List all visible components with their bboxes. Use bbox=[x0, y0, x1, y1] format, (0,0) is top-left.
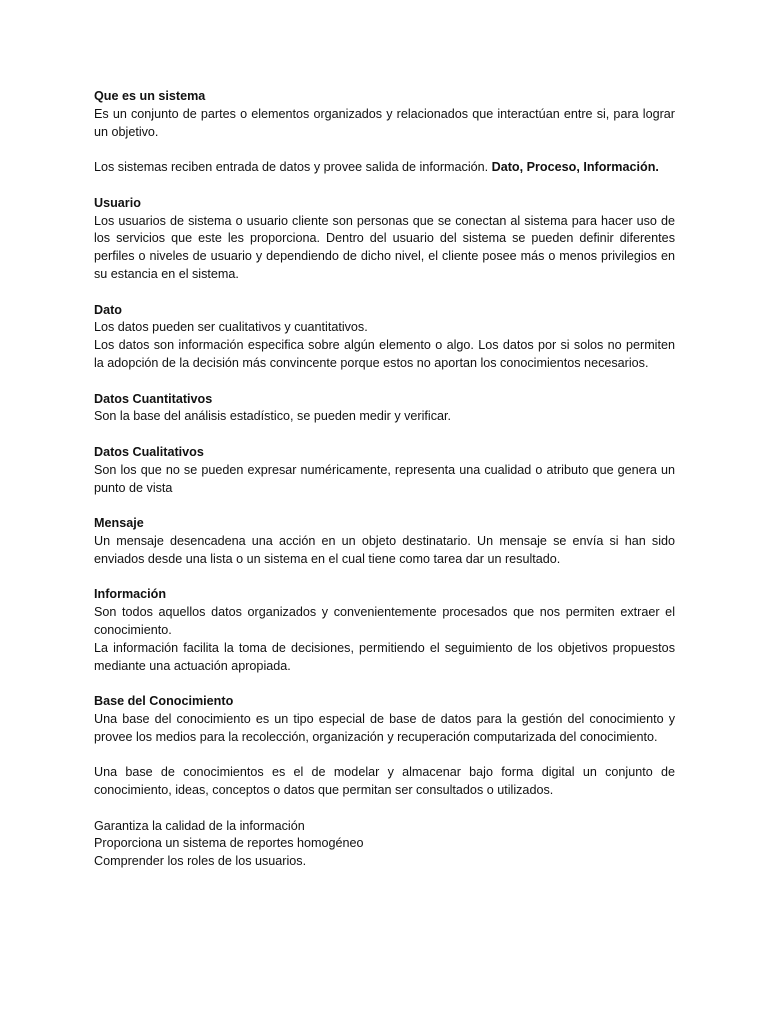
heading-dato: Dato bbox=[94, 302, 122, 317]
paragraph-informacion-1: Son todos aquellos datos organizados y convenientemente procesados que nos permiten extraer el conocimiento. bbox=[94, 605, 675, 637]
document-page bbox=[94, 88, 675, 889]
paragraph-base-conocimientos-2: Una base de conocimientos es el de modelar y almacenar bajo forma digital un conjunto de conocimiento, ideas, conceptos o datos que permitan ser consultados o utilizados. bbox=[94, 765, 675, 798]
paragraph-dato-1: Los datos pueden ser cualitativos y cuantitativos. bbox=[94, 320, 368, 335]
list-item: Proporciona un sistema de reportes homogéneo bbox=[94, 836, 364, 851]
heading-informacion: Información bbox=[94, 587, 167, 602]
section-usuario bbox=[94, 195, 675, 284]
paragraph-sistema: Es un conjunto de partes o elementos organizados y relacionados que interactúan entre si, para lograr un objetivo. bbox=[94, 106, 675, 139]
heading-sistema: Que es un sistema bbox=[94, 89, 206, 103]
section-lista bbox=[94, 818, 675, 871]
list-item: Garantiza la calidad de la información bbox=[94, 818, 305, 833]
paragraph-informacion-2: La información facilita la toma de decisiones, permitiendo el seguimiento de los objetivos propuestos mediante una actuación apropiada. bbox=[94, 640, 675, 673]
heading-cuantitativos: Datos Cuantitativos bbox=[94, 391, 213, 406]
heading-cualitativos: Datos Cualitativos bbox=[94, 444, 204, 459]
paragraph-entrada bbox=[94, 159, 675, 177]
paragraph-base-conocimiento: Una base del conocimiento es un tipo especial de base de datos para la gestión del conocimiento y provee los medios para la recolección, organización y recuperación computarizada del conocimiento. bbox=[94, 711, 675, 744]
section-entrada bbox=[94, 159, 675, 177]
paragraph-usuario: Los usuarios de sistema o usuario cliente son personas que se conectan al sistema para hacer uso de los servicios que este les proporciona. Dentro del usuario del sistema se pueden definir diferentes perfiles o niveles de usuario y dependiendo de dicho nivel, el cliente posee más o menos privilegios en su estancia en el sistema. bbox=[94, 213, 675, 281]
heading-usuario: Usuario bbox=[94, 195, 141, 210]
section-informacion bbox=[94, 586, 675, 675]
paragraph-cualitativos: Son los que no se pueden expresar numéricamente, representa una cualidad o atributo que genera un punto de vista bbox=[94, 462, 675, 495]
paragraph-mensaje: Un mensaje desencadena una acción en un objeto destinatario. Un mensaje se envía si han sido enviados desde una lista o un sistema en el cual tiene como tarea dar un resultado. bbox=[94, 533, 675, 566]
section-dato bbox=[94, 302, 675, 373]
section-sistema bbox=[94, 88, 675, 141]
section-base-conocimientos-2 bbox=[94, 764, 675, 800]
heading-mensaje: Mensaje bbox=[94, 516, 144, 531]
entrada-text: Los sistemas reciben entrada de datos y provee salida de información. bbox=[94, 160, 489, 175]
section-mensaje bbox=[94, 515, 675, 568]
section-cualitativos bbox=[94, 444, 675, 497]
paragraph-cuantitativos: Son la base del análisis estadístico, se pueden medir y verificar. bbox=[94, 409, 452, 424]
section-base-conocimiento bbox=[94, 693, 675, 746]
section-cuantitativos bbox=[94, 391, 675, 427]
paragraph-dato-2: Los datos son información especifica sobre algún elemento o algo. Los datos por si solos no permiten la adopción de la decisión más convincente porque estos no aportan los conocimientos necesarios. bbox=[94, 338, 675, 370]
entrada-bold: Dato, Proceso, Información. bbox=[491, 160, 659, 175]
heading-base-conocimiento: Base del Conocimiento bbox=[94, 694, 234, 709]
list-item: Comprender los roles de los usuarios. bbox=[94, 854, 307, 869]
